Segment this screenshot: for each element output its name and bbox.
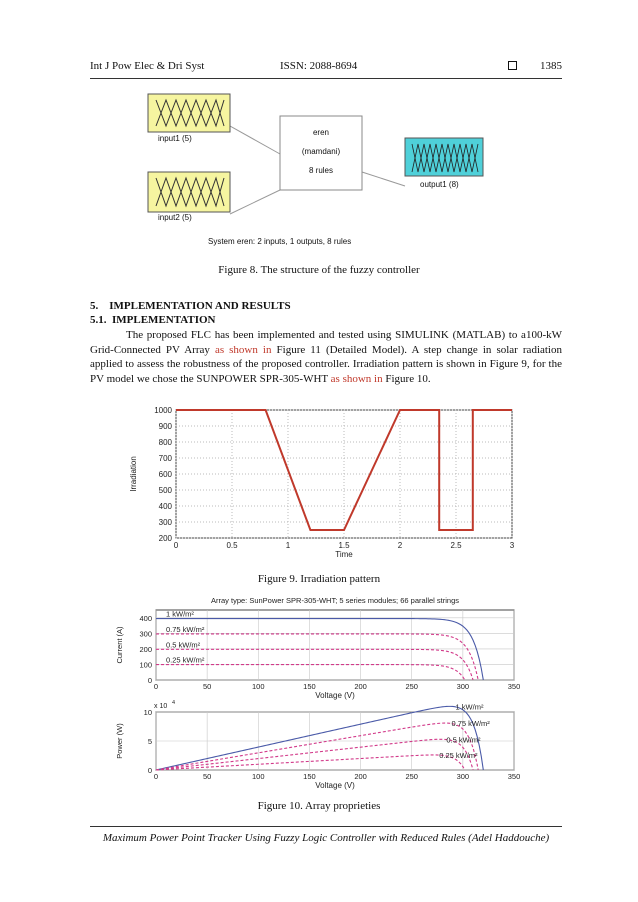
x-tick-label: 0 <box>153 682 159 691</box>
x-tick-label: 200 <box>354 682 367 691</box>
figure8-caption: Figure 8. The structure of the fuzzy controller <box>218 264 420 276</box>
y-tick-label: 200 <box>139 644 152 654</box>
y-tick-label: 100 <box>139 660 152 670</box>
x-axis-label-top: Voltage (V) <box>315 691 355 700</box>
header-rule <box>90 78 562 79</box>
x-tick-label: 3 <box>509 541 515 550</box>
x-tick-label: 250 <box>405 772 418 781</box>
x-axis-label-bottom: Voltage (V) <box>315 781 355 790</box>
center-name: eren <box>312 128 329 137</box>
legend-label-bottom-1: 1 kW/m² <box>455 702 484 712</box>
implementation-paragraph: The proposed FLC has been implemented and tested using SIMULINK (MATLAB) to a100-kW Grid-Connected PV Array as shown in Figure 11 (Detailed Model). A step change in solar radiation applied to assess the robustness of the proposed controller. Irradiation pattern is shown in Figure 9, for the PV model we chose the SUNPOWER SPR-305-WHT as shown in Figure 10. <box>90 329 562 385</box>
irradiation-chart <box>120 398 540 558</box>
center-type: (mamdani) <box>301 147 341 156</box>
x-tick-label: 0 <box>153 772 159 781</box>
x-tick-label: 1.5 <box>338 541 350 550</box>
y-tick-label: 0 <box>147 766 152 775</box>
input2-label: input2 (5) <box>158 213 192 222</box>
array-properties-chart <box>108 594 540 790</box>
x-tick-label: 50 <box>202 772 212 781</box>
y-axis-label-bottom: Power (W) <box>115 723 124 759</box>
power-multiplier-exponent: 4 <box>172 700 176 706</box>
y-tick-label: 10 <box>143 708 152 717</box>
legend-label-top-2: 0.75 kW/m² <box>166 624 205 634</box>
y-tick-label: 600 <box>158 470 172 479</box>
x-tick-label: 50 <box>202 682 212 691</box>
journal-name: Int J Pow Elec & Dri Syst <box>90 60 205 72</box>
y-tick-label: 300 <box>139 629 152 639</box>
x-tick-label: 100 <box>252 772 265 781</box>
x-tick-label: 0.5 <box>226 541 238 550</box>
section-heading: 5. IMPLEMENTATION AND RESULTS <box>90 300 291 312</box>
y-tick-label: 300 <box>158 518 172 527</box>
x-tick-label: 300 <box>456 682 470 691</box>
x-tick-label: 350 <box>507 772 521 781</box>
y-axis-label-top: Current (A) <box>115 626 124 664</box>
footer-rule <box>90 826 562 827</box>
x-tick-label: 0 <box>173 541 179 550</box>
link-as-shown-1[interactable]: as shown in <box>214 343 272 356</box>
legend-label-top-4: 0.25 kW/m² <box>166 655 205 665</box>
subsection-heading: 5.1. IMPLEMENTATION <box>90 314 216 326</box>
x-tick-label: 2.5 <box>450 541 462 550</box>
y-tick-label: 0 <box>147 676 152 685</box>
legend-label-bottom-3: 0.5 kW/m² <box>446 735 481 745</box>
x-tick-label: 350 <box>507 682 521 691</box>
input1-box <box>148 94 230 132</box>
x-tick-label: 250 <box>405 682 418 691</box>
x-tick-label: 1 <box>285 541 291 550</box>
legend-label-bottom-2: 0.75 kW/m² <box>451 719 490 729</box>
y-axis-label: Irradiation <box>129 456 138 492</box>
legend-label-top-1: 1 kW/m² <box>166 609 194 619</box>
link-as-shown-2[interactable]: as shown in <box>330 372 383 385</box>
input1-label: input1 (5) <box>158 134 192 143</box>
checkbox-icon <box>508 60 517 72</box>
x-tick-label: 150 <box>303 772 316 781</box>
y-tick-label: 400 <box>158 502 172 511</box>
y-tick-label: 900 <box>158 422 172 431</box>
x-tick-label: 150 <box>303 682 316 691</box>
plot-frame <box>156 610 514 680</box>
y-tick-label: 400 <box>139 613 152 623</box>
figure9-caption: Figure 9. Irradiation pattern <box>257 573 381 585</box>
y-tick-label: 200 <box>158 534 172 543</box>
page-number: 1385 <box>540 60 562 72</box>
system-summary: System eren: 2 inputs, 1 outputs, 8 rules <box>208 237 352 246</box>
input2-box <box>148 172 230 212</box>
array-title: Array type: SunPower SPR-305-WHT; 5 series modules; 66 parallel strings <box>210 596 460 605</box>
x-axis-label: Time <box>335 550 353 558</box>
output1-label: output1 (8) <box>420 180 459 189</box>
center-rules: 8 rules <box>308 166 333 175</box>
issn: ISSN: 2088-8694 <box>280 60 358 72</box>
figure10-caption: Figure 10. Array proprieties <box>257 800 381 812</box>
power-multiplier: x 10 <box>154 703 168 710</box>
x-tick-label: 2 <box>397 541 403 550</box>
footer-text: Maximum Power Point Tracker Using Fuzzy Logic Controller with Reduced Rules (Adel Haddouche) <box>102 832 550 844</box>
y-tick-label: 1000 <box>154 406 172 415</box>
x-tick-label: 200 <box>354 772 367 781</box>
y-tick-label: 800 <box>158 438 172 447</box>
y-tick-label: 700 <box>158 454 172 463</box>
x-tick-label: 300 <box>456 772 470 781</box>
legend-label-top-3: 0.5 kW/m² <box>166 640 201 650</box>
y-tick-label: 5 <box>147 737 152 746</box>
x-tick-label: 100 <box>252 682 265 691</box>
y-tick-label: 500 <box>158 486 172 495</box>
legend-label-bottom-4: 0.25 kW/m² <box>439 750 478 760</box>
